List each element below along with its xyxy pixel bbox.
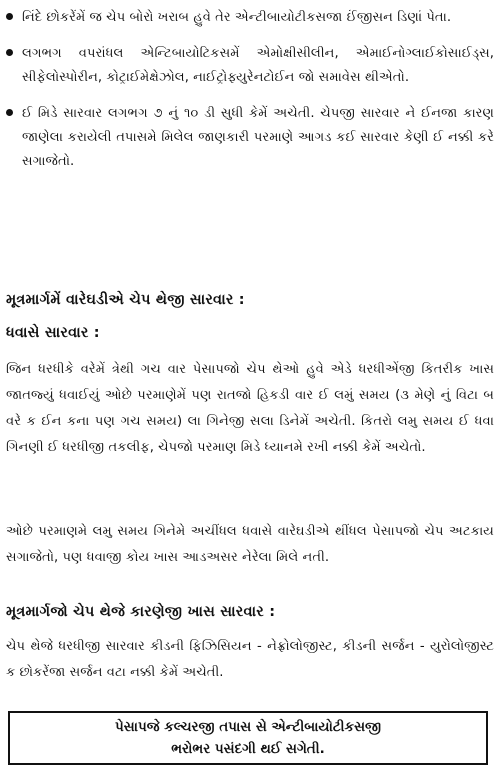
list-item [0,102,500,174]
paragraph-preventive-dosage: જિન ધરધીકે વરેમેં ત્રેથી ગચ વાર પેસાપજો ચેપ થેઓ હુવે એડે ધરધીએંજી કિતરીક ખાસ જાતજ્યું ધવાઈયું ઓછે પરમાણેમેં પણ રાતજો હિકડી વાર ઈ લમું સમય (૩ મેણે નું વિટા બ વરે ક ઈન કના પણ ગચ સમય) લા ગિનેજી સલા ડિનેમેં અચેતી. કિતરો લમુ સમય ઈ ધવા ગિનણી ઈ ધરધીજી તકલીફ, ચેપજો પરમાણ મિડે ધ્યાનમે રખી નક્કી કેમેં અચેતો. [6,362,494,455]
bullet-text: ઈ મિડે સારવાર લગભગ ૭ નું ૧૦ ડી સુધી કેમેં અચેતી. ચેપજી સારવાર ને ઈનજા કારણ જાણેલા કરાયેલી તપાસમે મિલેલ જાણકારી પરમાણે આગડ કઈ સારવાર કેણી ઈ નક્કી કરે સગાજેતો. [22,106,494,169]
bullet-icon [6,49,13,56]
antibiotic-bullet-list [0,6,500,186]
section-heading-recurrent-infection-treatment: મૂત્રમાર્ગમેં વારેઘડીએ ચેપ થેજી સારવાર : [6,292,245,308]
bullet-icon [6,13,13,20]
highlight-note-box [8,711,488,765]
bullet-text: લગભગ વપરાંધલ એન્ટિબાયોટિકસમેં એમોક્ષીસીલીન, એમાઈનોગ્લાઈકોસાઈડ્સ, સીફેલોસ્પોરીન, કોટ્રાઈમેક્ષેઝોલ, નાઈટ્રોફ્યુરેનટોઈન જો સમાવેસ થીએતો. [22,46,494,85]
paragraph-specialist-treatment: ચેપ થેજે ધરધીજી સારવાર કીડની ફિઝિસિયન - નેફ્રોલોજીસ્ટ, કીડની સર્જન - યુરોલોજીસ્ટ ક છોકરેંજા સર્જન વટા નક્કી કેમેં અચેતી. [6,639,494,680]
section-heading-special-treatment: મૂત્રમાર્ગજો ચેપ થેજે કારણેજી ખાસ સારવાર : [6,604,276,620]
subheading-preventive-treatment: ધવાસે સારવાર : [6,325,100,341]
list-item [0,6,500,30]
note-line-2: ભરોભર પસંદગી થઈ સગેતી. [171,741,325,757]
bullet-icon [6,109,13,116]
bullet-text: નિંદે છોકરેંમેં જ ચેપ બોરો ખરાબ હુવે તેર એન્ટીબાયોટીકસજા ઈંજીસન ડિણાં પેતા. [22,10,452,25]
note-line-1: પેસાપજે કલ્ચરજી તપાસ સે એન્ટીબાયોટીકસજી [114,719,382,735]
paragraph-preventive-benefit: ઓછે પરમાણમે લમુ સમય ગિનેમે અચીંધલ ધવાસે વારેઘડીએ થીંધલ પેસાપજો ચેપ અટકાય સગાજેતો, પણ ધવાજી કોય ખાસ આડઅસર નેરેલા મિલે નતી. [6,524,494,565]
list-item [0,42,500,90]
